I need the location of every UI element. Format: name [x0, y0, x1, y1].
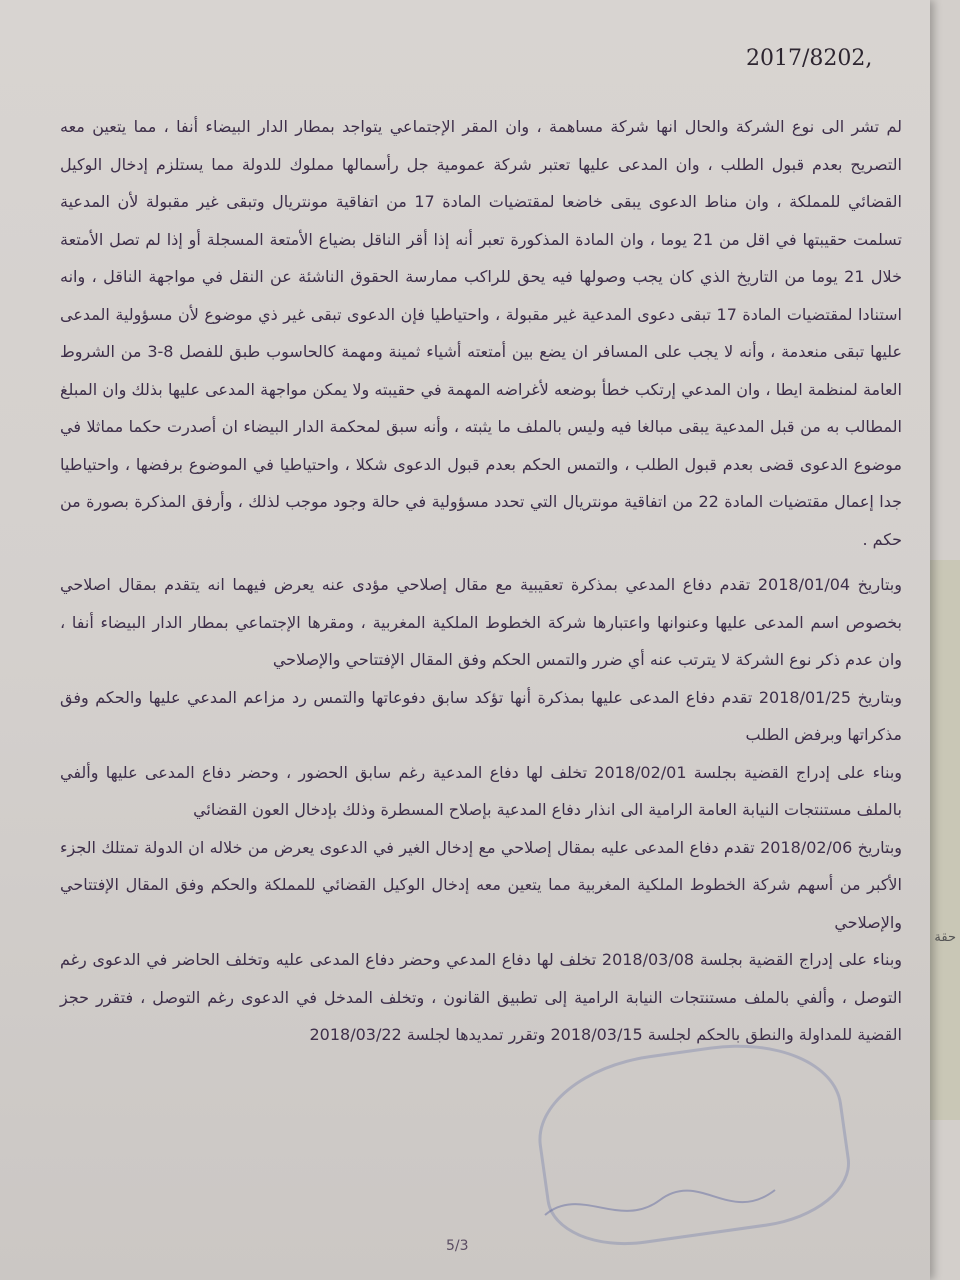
- document-body: [60, 108, 902, 1054]
- paragraph: وبناء على إدراج القضية بجلسة 2018/02/01 تخلف لها دفاع المدعية رغم سابق الحضور ، وحضر دفاع المدعى عليها وألفي بالملف مستنتجات النيابة العامة الرامية الى انذار دفاع المدعية بإصلاح المسطرة وذلك بإدخال العون القضائي: [60, 762, 903, 819]
- background-sheet: حقة: [927, 560, 960, 1120]
- signature-icon: [540, 1175, 780, 1235]
- paragraph: وبتاريخ 2018/01/25 تقدم دفاع المدعى عليها بمذكرة أنها تؤكد سابق دفوعاتها والتمس رد مزاعم المدعي عليها والحكم وفق مذكراتها وبرفض الطلب: [60, 687, 902, 744]
- paragraph: لم تشر الى نوع الشركة والحال انها شركة مساهمة ، وان المقر الإجتماعي يتواجد بمطار الدار البيضاء أنفا ، مما يتعين معه التصريح بعدم قبول الطلب ، وان المدعى عليها تعتبر شركة عمومية جل رأسمالها مملوك للدولة مما يستلزم إدخال الوكيل القضائي للمملكة ، وان مناط الدعوى يبقى خاضعا لمقتضيات المادة 17 من اتفاقية مونتريال وتبقى غير مقبولة لأن المدعية تسلمت حقيبتها في اقل من 21 يوما ، وان المادة المذكورة تعبر أنه إذا أقر الناقل بضياع الأمتعة المسجلة أو إذا لم تصل الأمتعة خلال 21 يوما من التاريخ الذي كان يجب وصولها فيه يحق للراكب ممارسة الحقوق الناشئة عن النقل في مواجهة الناقل ، وانه استنادا لمقتضيات المادة 17 تبقى دعوى المدعية غير مقبولة ، واحتياطيا فإن الدعوى تبقى غير ذي موضوع لأن مسؤولية المدعى عليها تبقى منعدمة ، وأنه لا يجب على المسافر ان يضع بين أمتعته أشياء ثمينة ومهمة كالحاسوب طبق للفصل 8-3 من الشروط العامة لمنظمة ايطا ، وان المدعي إرتكب خطأ بوضعه لأغراضه المهمة في حقيبته ولا يمكن مواجهة المدعى عليها بذلك وان المبلغ المطالب به من قبل المدعية يبقى مبالغا فيه وليس بالملف ما يثبته ، وأنه سبق لمحكمة الدار البيضاء ان أصدرت حكما مماثلا في موضوع الدعوى قضى بعدم قبول الطلب ، والتمس الحكم بعدم قبول الدعوى شكلا ، واحتياطيا في الموضوع برفضها ، واحتياطيا جدا إعمال مقتضيات المادة 22 من اتفاقية مونتريال التي تحدد مسؤولية في حالة وجود موجب لذلك ، وأرفق المذكرة بصورة من حكم .: [60, 117, 903, 549]
- paragraph: وبناء على إدراج القضية بجلسة 2018/03/08 تخلف لها دفاع المدعي وحضر دفاع المدعى عليه وتخلف الحاضر في الدعوى رغم التوصل ، وألفي بالملف مستنتجات النيابة الرامية إلى تطبيق القانون ، وتخلف المدخل في الدعوى رغم التوصل ، فتقرر حجز القضية للمداولة والنطق بالحكم لجلسة 2018/03/15 وتقرر تمديدها لجلسة 2018/03/22: [60, 950, 902, 1044]
- document-reference: 2017/8202,: [746, 46, 873, 71]
- paragraph: وبتاريخ 2018/02/06 تقدم دفاع المدعى عليه بمقال إصلاحي مع إدخال الغير في الدعوى يعرض من خلاله ان الدولة تمتلك الجزء الأكبر من أسهم شركة الخطوط الملكية المغربية مما يتعين معه إدخال الوكيل القضائي للمملكة والحكم وفق المقال الإفتتاحي والإصلاحي: [60, 837, 903, 932]
- paragraph: وبتاريخ 2018/01/04 تقدم دفاع المدعي بمذكرة تعقيبية مع مقال إصلاحي مؤدى عنه يعرض فيهما انه يتقدم بمقال اصلاحي بخصوص اسم المدعى عليها وعنوانها واعتبارها شركة الخطوط الملكية المغربية ، ومقرها الإجتماعي بمطار الدار البيضاء أنفا ، وان عدم ذكر نوع الشركة لا يترتب عنه أي ضرر والتمس الحكم وفق المقال الإفتتاحي والإصلاحي: [60, 575, 902, 669]
- page-number: 5/3: [446, 1238, 469, 1254]
- stamp-mark: [529, 1030, 858, 1257]
